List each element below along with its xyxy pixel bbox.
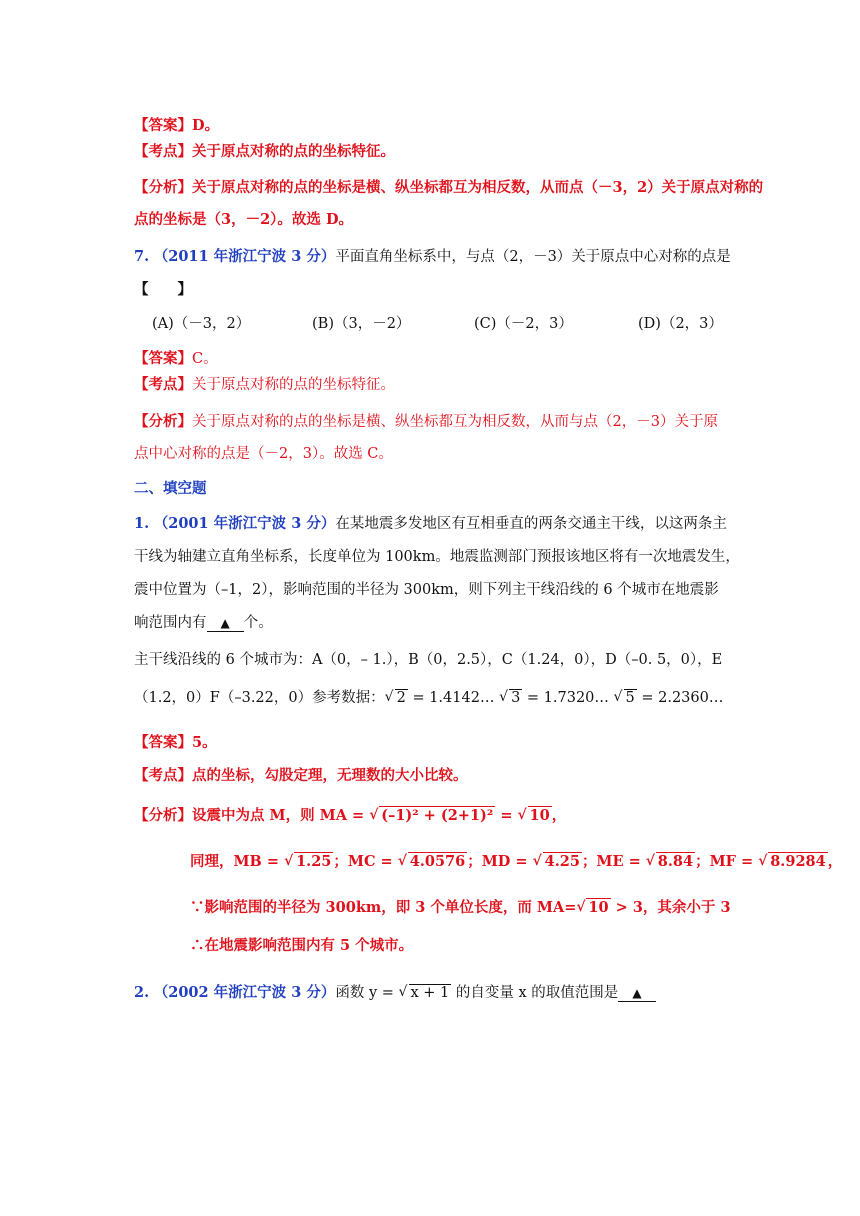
question-7-stem [134,247,731,267]
analysis-text-tail: > 3，其余小于 3 [610,899,731,916]
answer-tag: 【答案】 [134,350,192,367]
analysis-text: 关于原点对称的点的坐标是横、纵坐标都互为相反数，从而点（－3，2）关于原点对称的 [192,179,764,196]
option-d: (D)（2，3） [638,316,723,332]
answer-line [134,349,218,369]
question-text: 在某地震多发地区有互相垂直的两条交通主干线，以这两条主 [335,516,727,532]
point-line [134,375,395,395]
question-2-stem [134,983,656,1003]
sqrt-5: √ 5 [613,689,635,706]
point-value: 关于原点对称的点的坐标特征。 [192,143,395,160]
point-value: 关于原点对称的点的坐标特征。 [192,377,395,393]
sqrt-mf: √ 8.9284 [758,853,826,870]
point-tag: 【考点】 [134,143,192,160]
sqrt-mb: √ 1.25 [284,853,332,870]
sqrt-me: √ 8.84 [645,853,694,870]
option-a: (A)（－3，2） [152,316,251,332]
triangle-icon: ▲ [220,616,230,630]
question-source: （2011 年浙江宁波 3 分） [153,248,336,265]
answer-blank [618,985,655,1002]
analysis-line-2: 点的坐标是（3，－2）。故选 D。 [134,211,354,228]
text-after-blank: 个。 [243,615,273,631]
analysis-text: 关于原点对称的点的坐标是横、纵坐标都互为相反数，从而与点（2，－3）关于原 [192,414,718,430]
question-number: 2. [134,984,150,1001]
question-1-line-2: 干线为轴建立直角坐标系，长度单位为 100km。地震监测部门预报该地区将有一次地震发生， [134,549,740,565]
mf-label: ；MF = [695,853,759,870]
question-text: 平面直角坐标系中，与点（2，－3）关于原点中心对称的点是 [335,249,731,265]
comma: ， [827,853,843,870]
analysis-line-3 [190,898,731,918]
answer-line [134,116,219,136]
question-1-reference [134,688,723,708]
analysis-text: 设震中为点 M，则 MA = [192,807,370,824]
analysis-text: ∵影响范围的半径为 300km，即 3 个单位长度，而 MA= [190,899,577,916]
analysis-line-2 [190,852,842,872]
answer-value: C。 [192,351,218,367]
md-label: ；MD = [467,853,533,870]
question-1-line-4 [134,613,273,633]
answer-tag: 【答案】 [134,117,192,134]
question-number: 1. [134,515,150,532]
question-source: （2001 年浙江宁波 3 分） [153,515,336,532]
sqrt-2-value: = 1.4142… [407,690,495,706]
analysis-line-2: 点中心对称的点是（－2，3）。故选 C。 [134,446,393,462]
analysis-line-4: ∴在地震影响范围内有 5 个城市。 [190,937,414,954]
answer-bracket: 【 】 [134,281,192,298]
option-b: (B)（3，－2） [312,316,411,332]
answer-value: 5。 [192,734,217,751]
mb-label: MB = [233,853,285,870]
point-line [134,766,468,786]
analysis-line-1 [134,178,763,198]
analysis-line-1 [134,806,566,826]
analysis-tag: 【分析】 [134,413,192,430]
reference-label: （1.2，0）F（–3.22，0）参考数据： [134,690,385,706]
text-before-blank: 响范围内有 [134,615,207,631]
point-tag: 【考点】 [134,376,192,393]
answer-line [134,733,217,753]
sqrt-3-value: = 1.7320… [522,690,609,706]
comma: ， [551,807,567,824]
mc-label: ；MC = [333,853,398,870]
analysis-tag: 【分析】 [134,807,192,824]
point-tag: 【考点】 [134,767,192,784]
function-label: 函数 y = [335,985,399,1001]
question-number: 7. [134,248,150,265]
sqrt-expression: √ (–1)² + (2+1)² [369,807,494,824]
sqrt-5-value: = 2.2360… [636,690,724,706]
sqrt-10: √ 10 [576,899,609,916]
answer-value: D。 [192,117,220,134]
question-1-line-3: 震中位置为（–1，2），影响范围的半径为 300km，则下列主干线沿线的 6 个城市在地震影 [134,582,719,598]
section-title: 二、填空题 [134,480,207,497]
sqrt-mc: √ 4.0576 [397,853,466,870]
me-label: ；ME = [581,853,646,870]
sqrt-x-plus-1: √ x + 1 [398,984,450,1001]
equals-sign: = [495,807,518,824]
answer-blank [207,615,244,632]
point-value: 点的坐标，勾股定理，无理数的大小比较。 [192,767,468,784]
sqrt-2: √ 2 [384,689,406,706]
option-c: (C)（－2，3） [474,316,573,332]
analysis-line-1 [134,412,718,432]
triangle-icon: ▲ [632,986,642,1000]
sqrt-result: √ 10 [517,807,550,824]
answer-tag: 【答案】 [134,734,192,751]
sqrt-3: √ 3 [499,689,521,706]
similarly-label: 同理， [190,853,234,870]
point-line [134,142,395,162]
analysis-tag: 【分析】 [134,179,192,196]
question-1-cities: 主干线沿线的 6 个城市为：A（0，– 1.），B（0，2.5），C（1.24，0），D（–0. 5，0），E [134,652,723,668]
question-source: （2002 年浙江宁波 3 分） [153,984,336,1001]
question-1-line-1 [134,514,727,534]
sqrt-md: √ 4.25 [532,853,580,870]
question-text: 的自变量 x 的取值范围是 [451,985,619,1001]
